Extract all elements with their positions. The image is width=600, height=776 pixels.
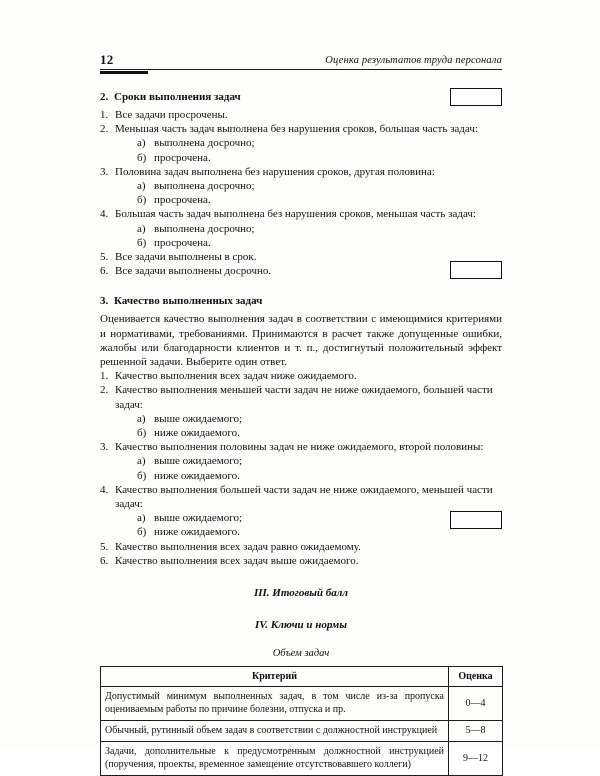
list-marker: 1.: [100, 370, 109, 383]
list-marker: 5.: [100, 251, 109, 264]
list-marker: 1.: [100, 109, 109, 121]
sub-list-marker: б): [137, 469, 147, 482]
table-row: [101, 721, 503, 742]
section-heading-2: [100, 90, 502, 105]
sub-list-marker: б): [137, 427, 147, 440]
page-number: 12: [100, 52, 114, 67]
list-item: [100, 554, 502, 568]
keys-table: [100, 666, 503, 776]
table-row: [101, 742, 503, 776]
section-title-3: Качество выполненных задач: [114, 295, 263, 308]
column-header-criterion: Критерий: [101, 667, 449, 687]
list-text: Качество выполнения большей части задач не ниже ожидаемого, меньшей части задач:: [115, 483, 493, 511]
sub-list-item: [137, 412, 502, 426]
sub-list-marker: а): [137, 180, 146, 193]
header-rule: [100, 69, 502, 70]
table-header-row: [101, 667, 503, 687]
section-number-3: 3.: [100, 295, 109, 308]
column-header-score: Оценка: [449, 667, 503, 687]
section-3-intro: Оценивается качество выполнения задач в соответствии с имеющимися критериями и нормативами, требованиями. Принимаются в расчет также допущенные ошибки, жалобы или благодарности клиентов и т. п., достигнутый положительный эффект решенной задачи. Выберите один ответ.: [100, 313, 502, 369]
sub-list-item: [137, 193, 502, 207]
cell-criterion: Задачи, дополнительные к предусмотренным должностной инструкцией (поручения, проекты, временное замещение отсутствовавшего коллеги): [101, 742, 449, 776]
sub-list-marker: а): [137, 412, 146, 425]
sub-list-text: просрочена.: [154, 236, 211, 249]
sub-list-marker: а): [137, 455, 146, 468]
sub-list-marker: а): [137, 512, 146, 525]
sub-list-text: выполнена досрочно;: [154, 222, 255, 235]
sub-list-text: ниже ожидаемого.: [154, 469, 240, 482]
sub-list-text: выше ожидаемого;: [154, 512, 243, 525]
cell-score: 9—12: [449, 742, 503, 776]
list-text: Качество выполнения всех задач выше ожидаемого.: [115, 554, 359, 567]
list-text: Все задачи выполнены досрочно.: [115, 265, 272, 278]
sub-list: [115, 511, 502, 539]
running-head: [100, 45, 502, 67]
sub-list-marker: б): [137, 151, 147, 164]
sub-list-text: ниже ожидаемого.: [154, 427, 240, 440]
sub-list-item: [137, 525, 502, 539]
list-item: [100, 383, 502, 440]
list-marker: 6.: [100, 554, 109, 567]
cell-score: 0—4: [449, 687, 503, 721]
sub-list-item: [137, 236, 502, 250]
list-text: Большая часть задач выполнена без нарушения сроков, меньшая часть задач:: [115, 208, 476, 221]
list-text: Качество выполнения всех задач равно ожидаемому.: [115, 540, 361, 553]
list-item: [100, 250, 502, 264]
heading-keys-and-norms: IV. Ключи и нормы: [255, 619, 347, 632]
sub-list-item: [137, 469, 502, 483]
sub-list-text: ниже ожидаемого.: [154, 526, 240, 539]
list-item: [100, 165, 502, 208]
list-text: Качество выполнения половины задач не ниже ожидаемого, второй половины:: [115, 441, 484, 454]
sub-list: [115, 222, 502, 250]
list-item: [100, 540, 502, 554]
sub-list-item: [137, 426, 502, 440]
header-rule-thick: [100, 71, 148, 74]
list-marker: 3.: [100, 441, 109, 454]
list-item: [100, 369, 502, 383]
list-item: [100, 108, 502, 122]
running-head-title: Оценка результатов труда персонала: [325, 55, 502, 66]
table-caption: Объем задач: [272, 648, 330, 660]
sub-list-text: просрочена.: [154, 194, 211, 207]
list-item: [100, 264, 502, 278]
question-list-section-3: [100, 369, 502, 568]
list-text: Половина задач выполнена без нарушения сроков, другая половина:: [115, 165, 435, 178]
list-marker: 4.: [100, 483, 109, 496]
sub-list-text: выше ожидаемого;: [154, 412, 243, 425]
heading-total-score: III. Итоговый балл: [253, 587, 349, 600]
cell-criterion: Обычный, рутинный объем задач в соответствии с должностной инструкцией: [101, 721, 449, 742]
list-text: Все задачи выполнены в срок.: [115, 251, 257, 264]
sub-list-text: выполнена досрочно;: [154, 137, 255, 150]
section-number-2: 2.: [100, 91, 109, 103]
sub-list-marker: б): [137, 194, 147, 207]
list-text: Все задачи просрочены.: [115, 109, 228, 121]
list-marker: 2.: [100, 123, 109, 136]
sub-list-text: просрочена.: [154, 151, 211, 164]
list-item: [100, 122, 502, 165]
sub-list-marker: а): [137, 137, 146, 150]
list-text: Качество выполнения меньшей части задач не ниже ожидаемого, большей части задач:: [115, 384, 493, 411]
sub-list-item: [137, 151, 502, 165]
sub-list-marker: а): [137, 222, 146, 235]
sub-list-marker: б): [137, 236, 147, 249]
sub-list-item: [137, 454, 502, 468]
cell-criterion: Допустимый минимум выполненных задач, в том числе из-за пропуска оцениваемым работы по причине болезни, отпуска и пр.: [101, 687, 449, 721]
page-content: [100, 45, 502, 776]
sub-list: [115, 412, 502, 440]
list-item: [100, 440, 502, 483]
list-text: Качество выполнения всех задач ниже ожидаемого.: [115, 370, 357, 383]
list-marker: 5.: [100, 540, 109, 553]
sub-list-text: выполнена досрочно;: [154, 180, 255, 193]
list-item: [100, 483, 502, 540]
sub-list-item: [137, 179, 502, 193]
sub-list: [115, 136, 502, 164]
table-row: [101, 687, 503, 721]
sub-list: [115, 454, 502, 482]
list-marker: 3.: [100, 165, 109, 178]
list-marker: 4.: [100, 208, 109, 221]
question-list-section-2: [100, 108, 502, 278]
list-item: [100, 207, 502, 250]
list-text: Меньшая часть задач выполнена без нарушения сроков, большая часть задач:: [115, 123, 478, 136]
sub-list-marker: б): [137, 526, 147, 539]
sub-list: [115, 179, 502, 207]
list-marker: 2.: [100, 384, 109, 397]
section-heading-3: [100, 294, 502, 309]
sub-list-item: [137, 511, 502, 525]
sub-list-item: [137, 222, 502, 236]
list-marker: 6.: [100, 265, 109, 278]
sub-list-text: выше ожидаемого;: [154, 455, 243, 468]
cell-score: 5—8: [449, 721, 503, 742]
sub-list-item: [137, 136, 502, 150]
section-title-2: Сроки выполнения задач: [114, 91, 241, 103]
